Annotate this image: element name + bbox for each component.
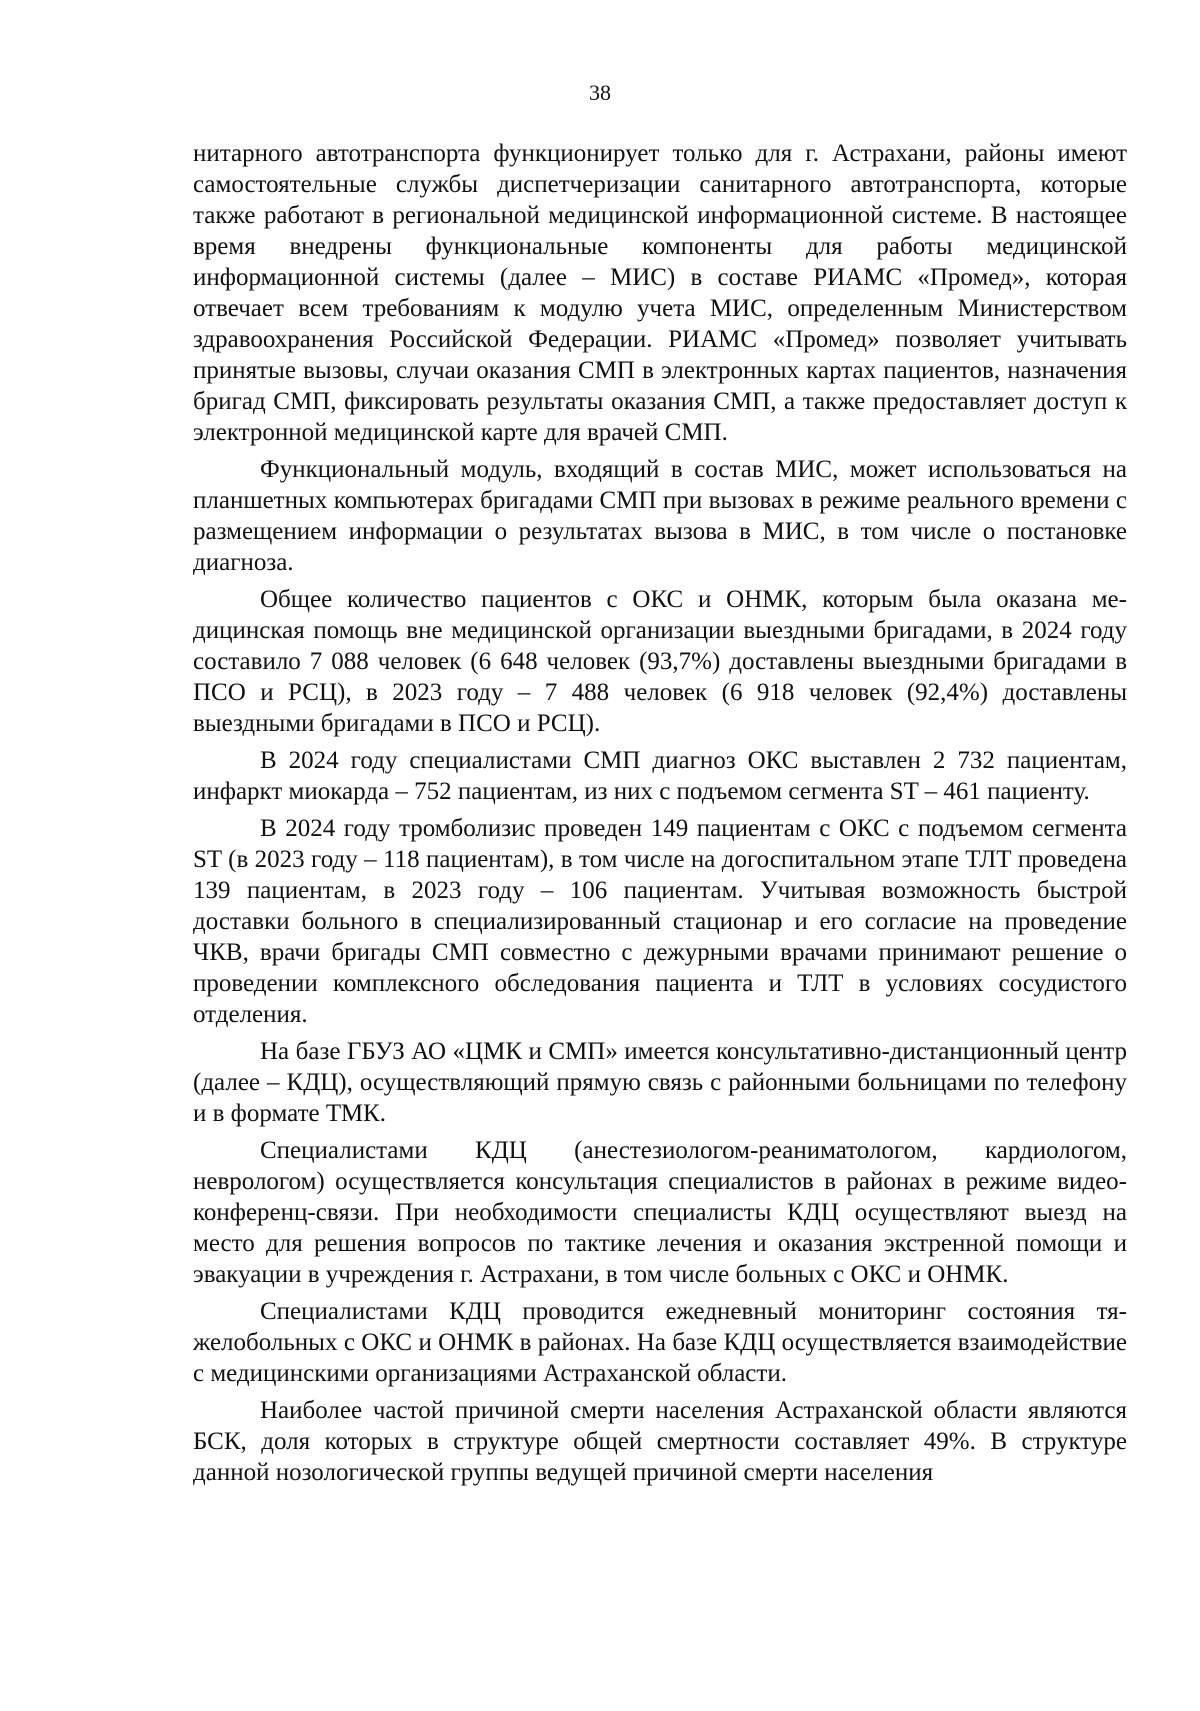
page-number: 38	[589, 80, 611, 105]
paragraph-1: нитарного автотранспорта функционирует только для г. Астрахани, районы имеют самостоятельные службы диспетчеризации санитарного автотранспорта, которые также работают в региональной медицинской информационной системе. В настоящее время внедрены функциональные компоненты для работы медицинской информационной системы (далее – МИС) в составе РИАМС «Промед», которая отвечает всем требованиям к модулю учета МИС, определенным Министерством здравоохранения Российской Федерации. РИАМС «Промед» позволяет учитывать принятые вызовы, случаи оказания СМП в электронных картах пациентов, назначения бригад СМП, фиксировать результаты оказания СМП, а также предоставляет доступ к электронной медицинской карте для врачей СМП.	[193, 140, 1127, 446]
paragraph-5: В 2024 году тромболизис проведен 149 пациентам с ОКС с подъемом сегмента ST (в 2023 году – 118 пациентам), в том числе на догоспитальном этапе ТЛТ проведена 139 пациентам, в 2023 году – 106 пациентам. Учитывая возможность быстрой доставки больного в специализированный стационар и его согласие на проведение ЧКВ, врачи бригады СМП совместно с дежурными врачами принимают решение о проведении комплексного обследования пациента и ТЛТ в условиях сосудистого отделения.	[193, 815, 1127, 1028]
paragraph-3: Общее количество пациентов с ОКС и ОНМК, которым была оказана медицинская помощь вне медицинской организации выездными бригадами, в 2024 году составило 7 088 человек (6 648 человек (93,7%) доставлены выездными бригадами в ПСО и РСЦ), в 2023 году – 7 488 человек (6 918 человек (92,4%) доставлены выездными бригадами в ПСО и РСЦ).	[193, 586, 1127, 737]
document-body	[193, 138, 1127, 1494]
paragraph-8: Специалистами КДЦ проводится ежедневный мониторинг состояния тяжелобольных с ОКС и ОНМК в районах. На базе КДЦ осуществляется взаимодействие с медицинскими организациями Астраханской области.	[193, 1298, 1127, 1387]
paragraph-4: В 2024 году специалистами СМП диагноз ОКС выставлен 2 732 пациентам, инфаркт миокарда – 752 пациентам, из них с подъемом сегмента ST – 461 пациенту.	[193, 747, 1127, 805]
paragraph-7: Специалистами КДЦ (анестезиологом-реаниматологом, кардиологом, неврологом) осуществляется консультация специалистов в районах в режиме видео-конференц-связи. При необходимости специалисты КДЦ осуществляют выезд на место для решения вопросов по тактике лечения и оказания экстренной помощи и эвакуации в учреждения г. Астрахани, в том числе больных с ОКС и ОНМК.	[193, 1137, 1127, 1288]
paragraph-6: На базе ГБУЗ АО «ЦМК и СМП» имеется консультативно-дистанционный центр (далее – КДЦ), осуществляющий прямую связь с районными больницами по телефону и в формате ТМК.	[193, 1038, 1127, 1127]
paragraph-2: Функциональный модуль, входящий в состав МИС, может использоваться на планшетных компьютерах бригадами СМП при вызовах в режиме реального времени с размещением информации о результатах вызова в МИС, в том числе о постановке диагноза.	[193, 456, 1127, 576]
paragraph-9: Наиболее частой причиной смерти населения Астраханской области являются БСК, доля которых в структуре общей смертности составляет 49%. В структуре данной нозологической группы ведущей причиной смерти населения	[193, 1397, 1127, 1486]
